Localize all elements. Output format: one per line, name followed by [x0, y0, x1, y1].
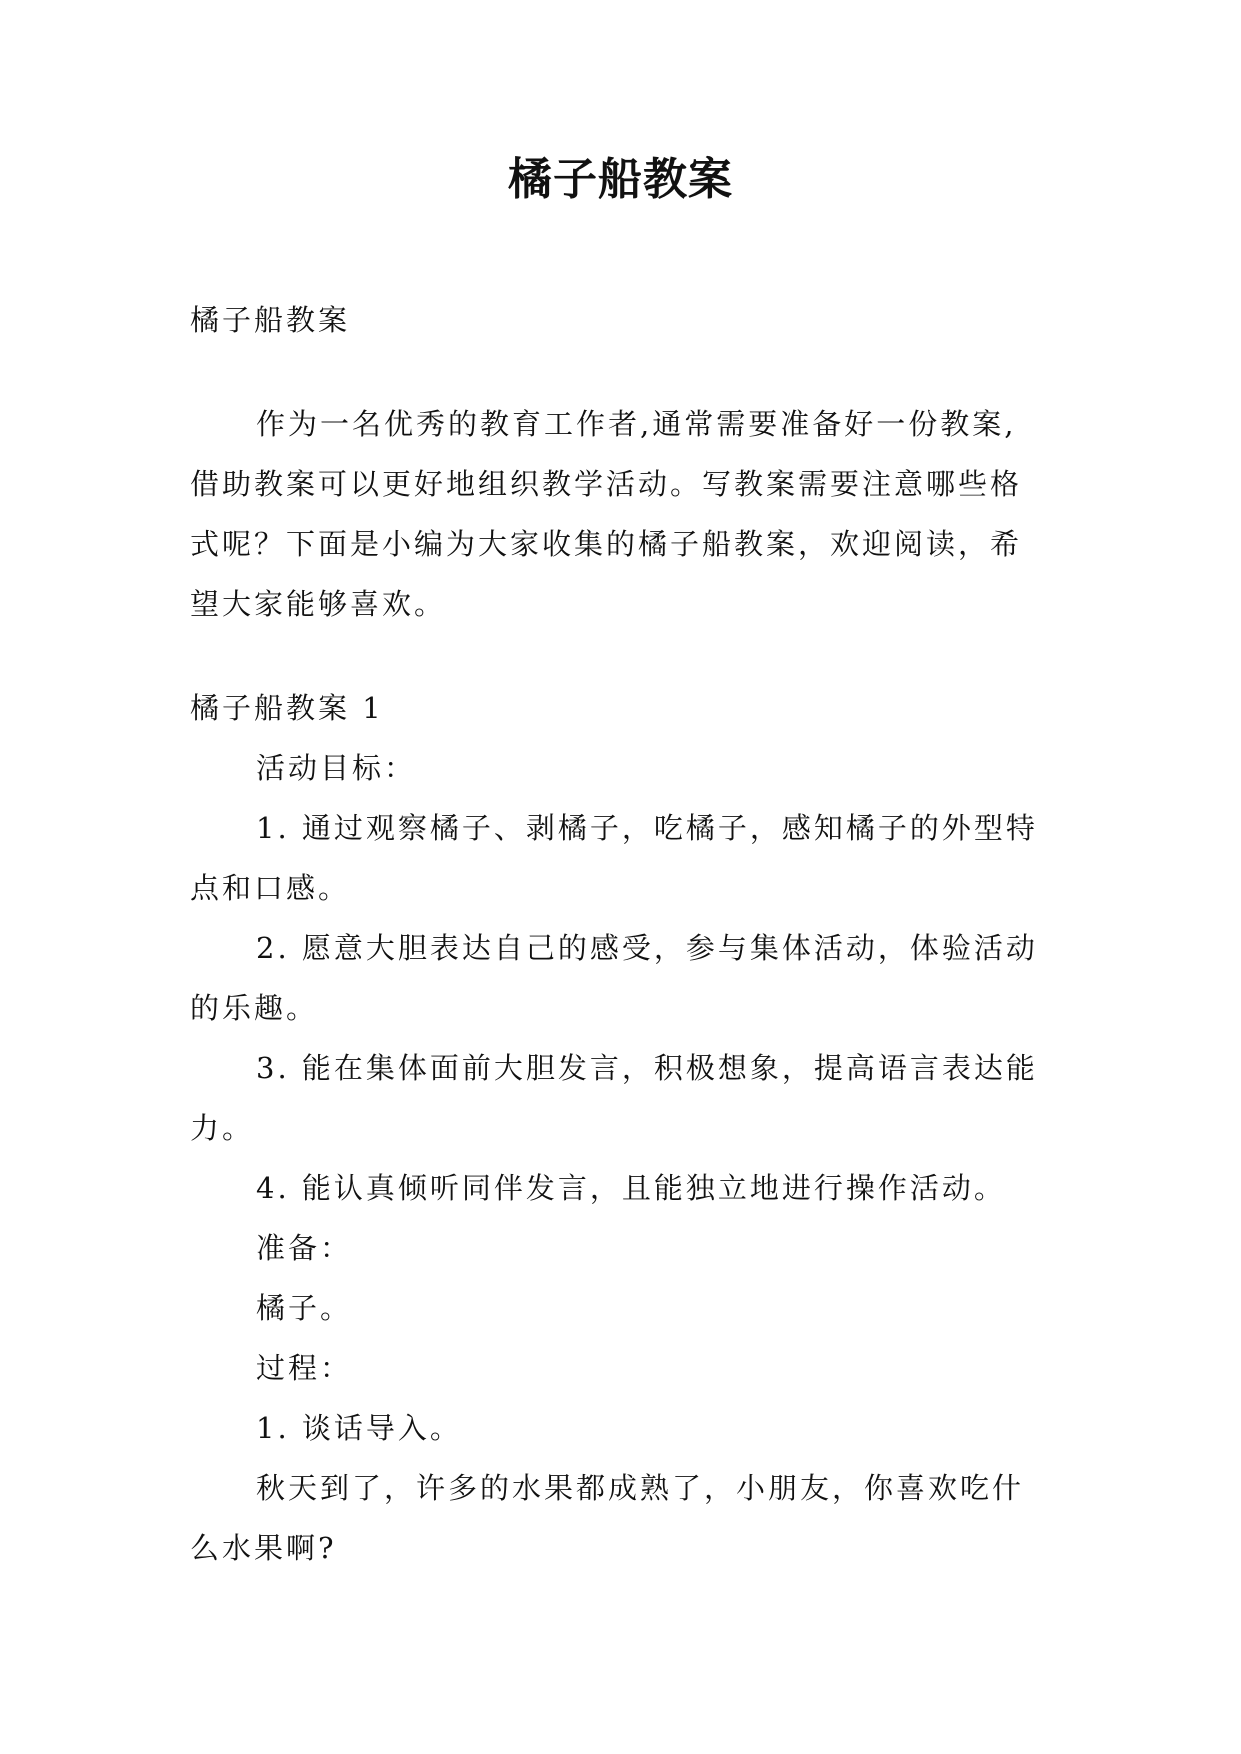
intro-line: 作为一名优秀的教育工作者,通常需要准备好一份教案, — [256, 407, 1017, 441]
process-label: 过程： — [256, 1351, 353, 1385]
intro-line: 借助教案可以更好地组织教学活动。写教案需要注意哪些格 — [190, 467, 1023, 501]
intro-line: 式呢？下面是小编为大家收集的橘子船教案，欢迎阅读，希 — [190, 527, 1023, 561]
goal-item — [190, 1038, 1052, 1158]
process-line: 秋天到了，许多的水果都成熟了，小朋友，你喜欢吃什 — [256, 1471, 1025, 1505]
process-line: 么水果啊? — [190, 1531, 337, 1565]
intro-paragraph — [190, 394, 1052, 634]
goal-item — [190, 918, 1052, 1038]
document-subtitle: 橘子船教案 — [190, 303, 351, 337]
goal-line-continued: 点和口感。 — [190, 871, 351, 905]
document-title: 橘子船教案 — [508, 154, 733, 205]
goal-item — [190, 1158, 1052, 1218]
goal-line-continued: 的乐趣。 — [190, 991, 319, 1025]
goal-item — [190, 798, 1052, 918]
document-body — [190, 290, 1052, 1578]
prep-label: 准备： — [256, 1231, 353, 1265]
process-step: 1. 谈话导入。 — [256, 1411, 462, 1445]
goal-line: 1. 通过观察橘子、剥橘子，吃橘子，感知橘子的外型特 — [256, 811, 1038, 845]
goal-line: 2. 愿意大胆表达自己的感受，参与集体活动，体验活动 — [256, 931, 1038, 965]
prep-item: 橘子。 — [256, 1291, 353, 1325]
intro-line: 望大家能够喜欢。 — [190, 587, 447, 621]
goal-line: 4. 能认真倾听同伴发言，且能独立地进行操作活动。 — [256, 1171, 1006, 1205]
process-paragraph — [190, 1458, 1052, 1578]
goal-line: 3. 能在集体面前大胆发言，积极想象，提高语言表达能 — [256, 1051, 1038, 1085]
goals-label: 活动目标： — [256, 751, 417, 785]
goal-line-continued: 力。 — [190, 1111, 255, 1145]
section-heading: 橘子船教案 1 — [190, 691, 384, 725]
